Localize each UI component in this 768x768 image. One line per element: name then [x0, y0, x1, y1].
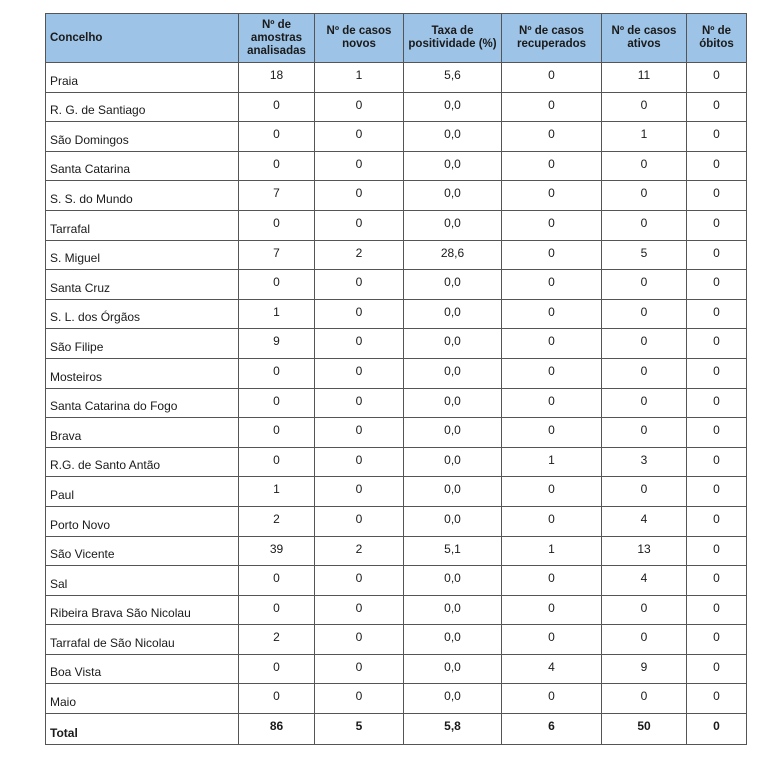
cell-deaths: 0 [687, 240, 747, 270]
cell-samples: 9 [239, 329, 315, 359]
table-row [46, 151, 747, 181]
cell-concelho: São Vicente [46, 536, 239, 566]
cell-deaths: 0 [687, 151, 747, 181]
cell-new-cases: 0 [315, 654, 404, 684]
cell-deaths: 0 [687, 92, 747, 122]
cell-active: 5 [602, 240, 687, 270]
cell-active: 0 [602, 329, 687, 359]
cell-new-cases: 2 [315, 536, 404, 566]
cell-new-cases: 0 [315, 122, 404, 152]
cell-recovered: 0 [502, 684, 602, 714]
cell-concelho: S. S. do Mundo [46, 181, 239, 211]
cell-concelho: São Filipe [46, 329, 239, 359]
cell-concelho: Santa Cruz [46, 270, 239, 300]
cell-deaths: 0 [687, 388, 747, 418]
cell-active: 4 [602, 566, 687, 596]
cell-new-cases: 0 [315, 92, 404, 122]
column-header-samples-analyzed: Nº de amostras analisadas [239, 14, 315, 63]
cell-active: 0 [602, 210, 687, 240]
cell-new-cases: 0 [315, 625, 404, 655]
table-row [46, 299, 747, 329]
cell-concelho: R.G. de Santo Antão [46, 447, 239, 477]
cell-deaths: 0 [687, 684, 747, 714]
cell-positivity: 0,0 [404, 684, 502, 714]
cell-active: 0 [602, 151, 687, 181]
cell-active: 11 [602, 63, 687, 93]
cell-new-cases: 0 [315, 477, 404, 507]
total-cell-samples: 86 [239, 714, 315, 745]
cell-active: 0 [602, 625, 687, 655]
cell-deaths: 0 [687, 329, 747, 359]
cell-new-cases: 0 [315, 418, 404, 448]
cell-samples: 1 [239, 477, 315, 507]
cell-deaths: 0 [687, 566, 747, 596]
cell-samples: 1 [239, 299, 315, 329]
column-header-positivity-rate: Taxa de positividade (%) [404, 14, 502, 63]
cell-samples: 0 [239, 270, 315, 300]
cell-recovered: 0 [502, 63, 602, 93]
cell-concelho: Tarrafal de São Nicolau [46, 625, 239, 655]
cell-positivity: 5,6 [404, 63, 502, 93]
cell-positivity: 0,0 [404, 299, 502, 329]
cell-active: 0 [602, 299, 687, 329]
cell-concelho: Sal [46, 566, 239, 596]
cell-new-cases: 0 [315, 210, 404, 240]
cell-recovered: 0 [502, 210, 602, 240]
cell-deaths: 0 [687, 477, 747, 507]
cell-deaths: 0 [687, 654, 747, 684]
table-row [46, 388, 747, 418]
cell-new-cases: 0 [315, 299, 404, 329]
cell-deaths: 0 [687, 299, 747, 329]
table-row [46, 63, 747, 93]
cell-samples: 0 [239, 595, 315, 625]
cell-concelho: Tarrafal [46, 210, 239, 240]
cell-positivity: 0,0 [404, 92, 502, 122]
cell-samples: 0 [239, 388, 315, 418]
cell-samples: 39 [239, 536, 315, 566]
total-cell-deaths: 0 [687, 714, 747, 745]
column-header-deaths: Nº de óbitos [687, 14, 747, 63]
total-cell-new-cases: 5 [315, 714, 404, 745]
table-row [46, 358, 747, 388]
cell-active: 13 [602, 536, 687, 566]
cell-new-cases: 0 [315, 151, 404, 181]
cell-deaths: 0 [687, 270, 747, 300]
table-row [46, 477, 747, 507]
cell-samples: 0 [239, 92, 315, 122]
cell-positivity: 0,0 [404, 654, 502, 684]
cell-samples: 0 [239, 358, 315, 388]
total-cell-recovered: 6 [502, 714, 602, 745]
cell-recovered: 0 [502, 595, 602, 625]
cell-positivity: 0,0 [404, 151, 502, 181]
cell-new-cases: 0 [315, 358, 404, 388]
cell-samples: 0 [239, 566, 315, 596]
cell-new-cases: 0 [315, 388, 404, 418]
cell-samples: 0 [239, 210, 315, 240]
cell-active: 0 [602, 418, 687, 448]
cell-new-cases: 1 [315, 63, 404, 93]
cell-deaths: 0 [687, 210, 747, 240]
cell-recovered: 0 [502, 240, 602, 270]
cell-active: 0 [602, 595, 687, 625]
cell-samples: 2 [239, 625, 315, 655]
cell-recovered: 0 [502, 477, 602, 507]
cell-concelho: Santa Catarina do Fogo [46, 388, 239, 418]
cell-positivity: 0,0 [404, 447, 502, 477]
table-row [46, 536, 747, 566]
total-cell-concelho: Total [46, 714, 239, 745]
cell-recovered: 0 [502, 388, 602, 418]
cell-samples: 2 [239, 506, 315, 536]
cell-recovered: 1 [502, 447, 602, 477]
cell-active: 0 [602, 92, 687, 122]
cell-positivity: 0,0 [404, 329, 502, 359]
table-row [46, 122, 747, 152]
cell-recovered: 0 [502, 181, 602, 211]
cell-new-cases: 0 [315, 595, 404, 625]
cell-concelho: Mosteiros [46, 358, 239, 388]
cell-new-cases: 2 [315, 240, 404, 270]
cell-positivity: 0,0 [404, 388, 502, 418]
table-row [46, 181, 747, 211]
cell-new-cases: 0 [315, 566, 404, 596]
cell-positivity: 0,0 [404, 122, 502, 152]
cell-concelho: Maio [46, 684, 239, 714]
cell-active: 1 [602, 122, 687, 152]
cell-new-cases: 0 [315, 181, 404, 211]
cell-active: 4 [602, 506, 687, 536]
table-row [46, 210, 747, 240]
cell-concelho: Boa Vista [46, 654, 239, 684]
cell-positivity: 0,0 [404, 595, 502, 625]
table-row [46, 684, 747, 714]
total-cell-positivity: 5,8 [404, 714, 502, 745]
cell-samples: 0 [239, 122, 315, 152]
table-row [46, 92, 747, 122]
cell-concelho: S. L. dos Órgãos [46, 299, 239, 329]
cell-recovered: 0 [502, 329, 602, 359]
cell-active: 0 [602, 270, 687, 300]
column-header-new-cases: Nº de casos novos [315, 14, 404, 63]
cell-samples: 7 [239, 181, 315, 211]
cell-concelho: R. G. de Santiago [46, 92, 239, 122]
cell-concelho: Santa Catarina [46, 151, 239, 181]
cell-positivity: 0,0 [404, 477, 502, 507]
cell-recovered: 4 [502, 654, 602, 684]
cell-positivity: 0,0 [404, 625, 502, 655]
table-row [46, 270, 747, 300]
cell-deaths: 0 [687, 181, 747, 211]
table-row [46, 240, 747, 270]
cell-recovered: 0 [502, 566, 602, 596]
cell-active: 0 [602, 684, 687, 714]
cell-new-cases: 0 [315, 506, 404, 536]
cell-concelho: Ribeira Brava São Nicolau [46, 595, 239, 625]
cell-positivity: 0,0 [404, 566, 502, 596]
table-row [46, 506, 747, 536]
cell-active: 0 [602, 358, 687, 388]
total-cell-active: 50 [602, 714, 687, 745]
cell-positivity: 0,0 [404, 418, 502, 448]
cell-recovered: 1 [502, 536, 602, 566]
table-row [46, 566, 747, 596]
table-row [46, 329, 747, 359]
cell-concelho: Paul [46, 477, 239, 507]
cell-positivity: 5,1 [404, 536, 502, 566]
cell-recovered: 0 [502, 270, 602, 300]
cell-deaths: 0 [687, 447, 747, 477]
cell-positivity: 0,0 [404, 210, 502, 240]
cell-deaths: 0 [687, 625, 747, 655]
table-row [46, 625, 747, 655]
cell-samples: 7 [239, 240, 315, 270]
cell-recovered: 0 [502, 299, 602, 329]
cell-concelho: S. Miguel [46, 240, 239, 270]
column-header-concelho: Concelho [46, 14, 239, 63]
column-header-recovered-cases: Nº de casos recuperados [502, 14, 602, 63]
table-row [46, 595, 747, 625]
column-header-active-cases: Nº de casos ativos [602, 14, 687, 63]
cell-active: 9 [602, 654, 687, 684]
cell-concelho: Porto Novo [46, 506, 239, 536]
cell-deaths: 0 [687, 358, 747, 388]
cell-positivity: 0,0 [404, 270, 502, 300]
cell-deaths: 0 [687, 595, 747, 625]
cell-positivity: 28,6 [404, 240, 502, 270]
cell-recovered: 0 [502, 506, 602, 536]
cell-concelho: Praia [46, 63, 239, 93]
table-row [46, 654, 747, 684]
cell-samples: 0 [239, 654, 315, 684]
cell-deaths: 0 [687, 63, 747, 93]
cell-new-cases: 0 [315, 684, 404, 714]
table-row [46, 418, 747, 448]
cell-recovered: 0 [502, 92, 602, 122]
table-body [46, 63, 747, 745]
cell-concelho: São Domingos [46, 122, 239, 152]
cell-deaths: 0 [687, 122, 747, 152]
total-row [46, 714, 747, 745]
covid-cases-by-municipality-table [45, 13, 747, 745]
cell-samples: 0 [239, 418, 315, 448]
cell-samples: 0 [239, 684, 315, 714]
cell-positivity: 0,0 [404, 181, 502, 211]
cell-samples: 0 [239, 151, 315, 181]
cell-new-cases: 0 [315, 447, 404, 477]
cell-new-cases: 0 [315, 329, 404, 359]
cell-recovered: 0 [502, 358, 602, 388]
cell-active: 0 [602, 477, 687, 507]
cell-recovered: 0 [502, 122, 602, 152]
cell-deaths: 0 [687, 506, 747, 536]
cell-positivity: 0,0 [404, 506, 502, 536]
cell-new-cases: 0 [315, 270, 404, 300]
cell-samples: 18 [239, 63, 315, 93]
cell-active: 0 [602, 181, 687, 211]
cell-active: 3 [602, 447, 687, 477]
cell-deaths: 0 [687, 418, 747, 448]
cell-samples: 0 [239, 447, 315, 477]
cell-recovered: 0 [502, 625, 602, 655]
cell-recovered: 0 [502, 418, 602, 448]
cell-positivity: 0,0 [404, 358, 502, 388]
table-header-row [46, 14, 747, 63]
cell-deaths: 0 [687, 536, 747, 566]
cell-concelho: Brava [46, 418, 239, 448]
cell-recovered: 0 [502, 151, 602, 181]
cell-active: 0 [602, 388, 687, 418]
table-row [46, 447, 747, 477]
